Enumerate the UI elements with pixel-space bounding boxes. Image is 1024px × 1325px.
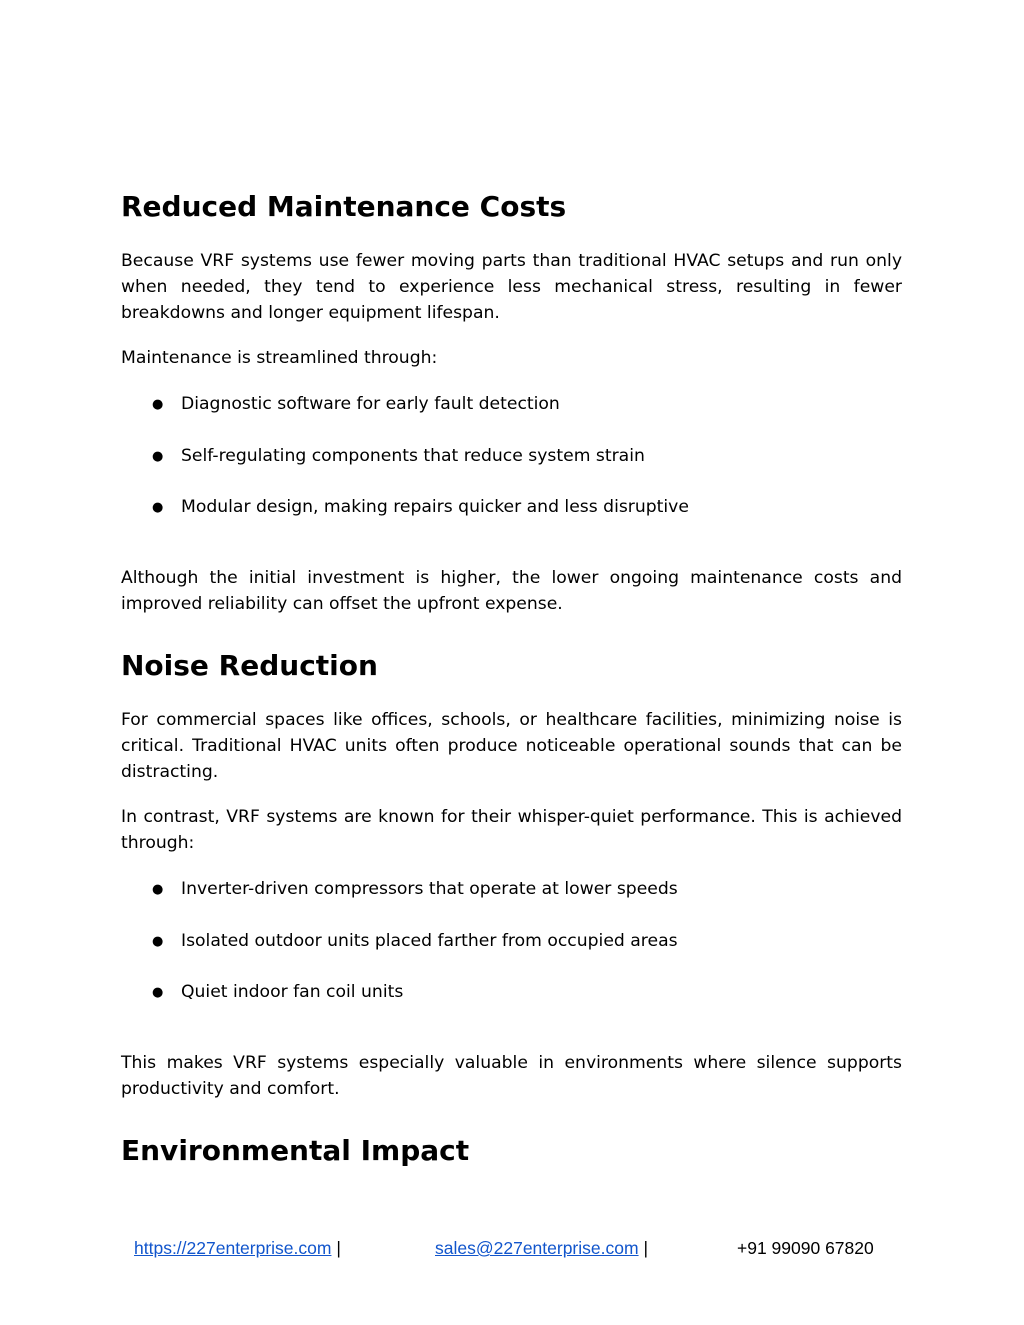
list-item-text: Quiet indoor fan coil units [181,982,404,1003]
website-link[interactable]: https://227enterprise.com [134,1238,332,1258]
list-item-text: Modular design, making repairs quicker and less disruptive [181,497,689,518]
list-item [121,444,902,496]
footer-separator: | [336,1238,341,1258]
list-item [121,392,902,444]
bullet-list-noise [121,877,902,1032]
paragraph-maintenance-closing: Although the initial investment is higher, the lower ongoing maintenance costs and improved reliability can offset the upfront expense. [121,568,902,614]
paragraph-noise-closing: This makes VRF systems especially valuable in environments where silence supports productivity and comfort. [121,1053,902,1099]
bullet-list-maintenance [121,392,902,547]
footer-email-group [435,1235,648,1261]
list-item-text: Isolated outdoor units placed farther from occupied areas [181,930,678,951]
bullet-icon: ● [152,397,164,412]
bullet-icon: ● [152,933,164,949]
email-link[interactable]: sales@227enterprise.com [435,1238,639,1258]
list-item [121,929,902,981]
section-heading-environment: Environmental Impact [121,1134,470,1167]
section-heading-noise: Noise Reduction [121,649,378,682]
bullet-icon: ● [152,500,164,516]
paragraph-maintenance-lead: Maintenance is streamlined through: [121,348,438,368]
footer-website-group [134,1235,341,1261]
bullet-icon: ● [152,985,164,1001]
list-item-text: Diagnostic software for early fault detection [181,394,560,414]
paragraph-noise-lead: In contrast, VRF systems are known for their whisper-quiet performance. This is achieved through: [121,807,902,853]
paragraph-noise-intro: For commercial spaces like offices, schools, or healthcare facilities, minimizing noise is critical. Traditional HVAC units often produce noticeable operational sounds that can be distracting. [121,710,902,782]
paragraph-maintenance-intro: Because VRF systems use fewer moving parts than traditional HVAC setups and run only when needed, they tend to experience less mechanical stress, resulting in fewer breakdowns and longer equipment lifespan. [121,251,902,323]
list-item-text: Inverter-driven compressors that operate at lower speeds [181,879,678,899]
list-item-text: Self-regulating components that reduce system strain [181,445,645,466]
bullet-icon: ● [152,882,164,897]
bullet-icon: ● [152,448,164,464]
list-item [121,980,902,1032]
section-heading-maintenance: Reduced Maintenance Costs [121,190,567,223]
list-item [121,877,902,929]
footer-phone: +91 99090 67820 [737,1238,874,1258]
list-item [121,495,902,547]
footer-separator: | [643,1238,648,1258]
page-footer [0,1235,1024,1261]
